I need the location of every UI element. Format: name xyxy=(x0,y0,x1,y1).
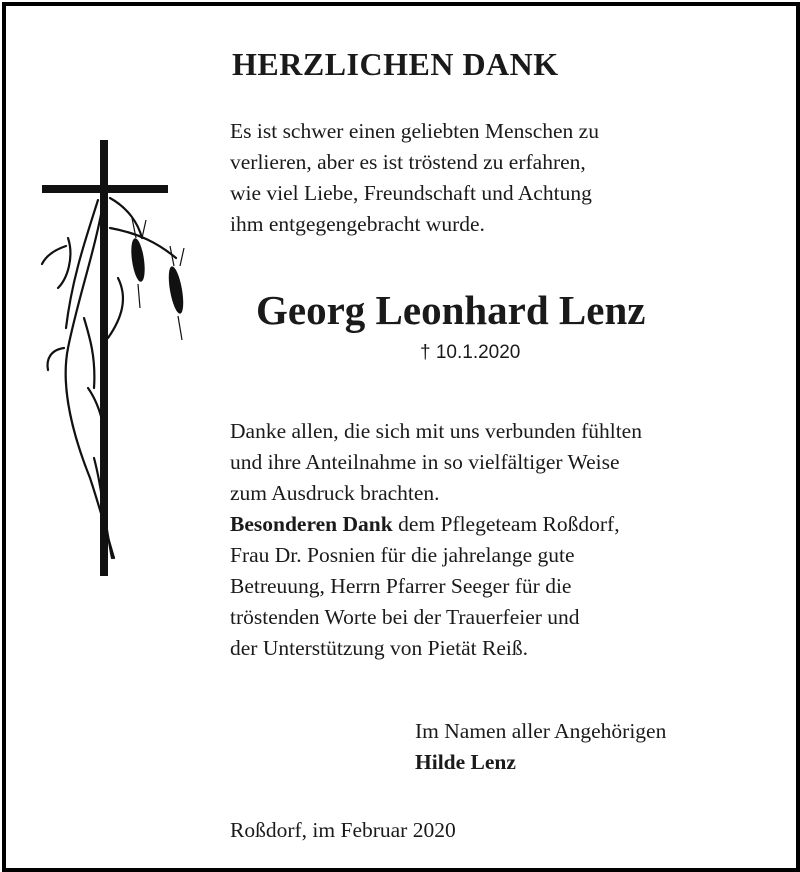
intro-line: ihm entgegengebracht wurde. xyxy=(230,212,485,236)
thanks-line: und ihre Anteilnahme in so vielfältiger Weise xyxy=(230,450,620,474)
signoff-name xyxy=(415,747,666,778)
signoff-line: Im Namen aller Angehörigen xyxy=(415,719,667,743)
thanks-line: Danke allen, die sich mit uns verbunden fühlten xyxy=(230,419,642,443)
intro-line: Es ist schwer einen geliebten Menschen zu xyxy=(230,119,599,143)
intro-line: wie viel Liebe, Freundschaft und Achtung xyxy=(230,181,592,205)
special-thanks-bold: Besonderen Dank xyxy=(230,512,393,536)
cross-with-wheat-icon xyxy=(38,138,198,580)
death-date: † 10.1.2020 xyxy=(420,342,521,363)
heading: HERZLICHEN DANK xyxy=(232,46,559,82)
special-line: tröstenden Worte bei der Trauerfeier und xyxy=(230,605,580,629)
special-thanks-rest: dem Pflegeteam Roßdorf, xyxy=(392,512,620,536)
special-line: der Unterstützung von Pietät Reiß. xyxy=(230,636,528,660)
signoff-name-bold: Hilde Lenz xyxy=(415,750,516,774)
thanks-text xyxy=(230,416,642,664)
place-date: Roßdorf, im Februar 2020 xyxy=(230,818,456,842)
signoff xyxy=(415,716,666,778)
intro-text xyxy=(230,116,599,240)
thanks-line: zum Ausdruck brachten. xyxy=(230,481,440,505)
special-line: Frau Dr. Posnien für die jahrelange gute xyxy=(230,543,575,567)
special-line: Betreuung, Herrn Pfarrer Seeger für die xyxy=(230,574,572,598)
deceased-name: Georg Leonhard Lenz xyxy=(256,287,646,333)
intro-line: verlieren, aber es ist tröstend zu erfahren, xyxy=(230,150,586,174)
special-thanks-line xyxy=(230,509,642,540)
